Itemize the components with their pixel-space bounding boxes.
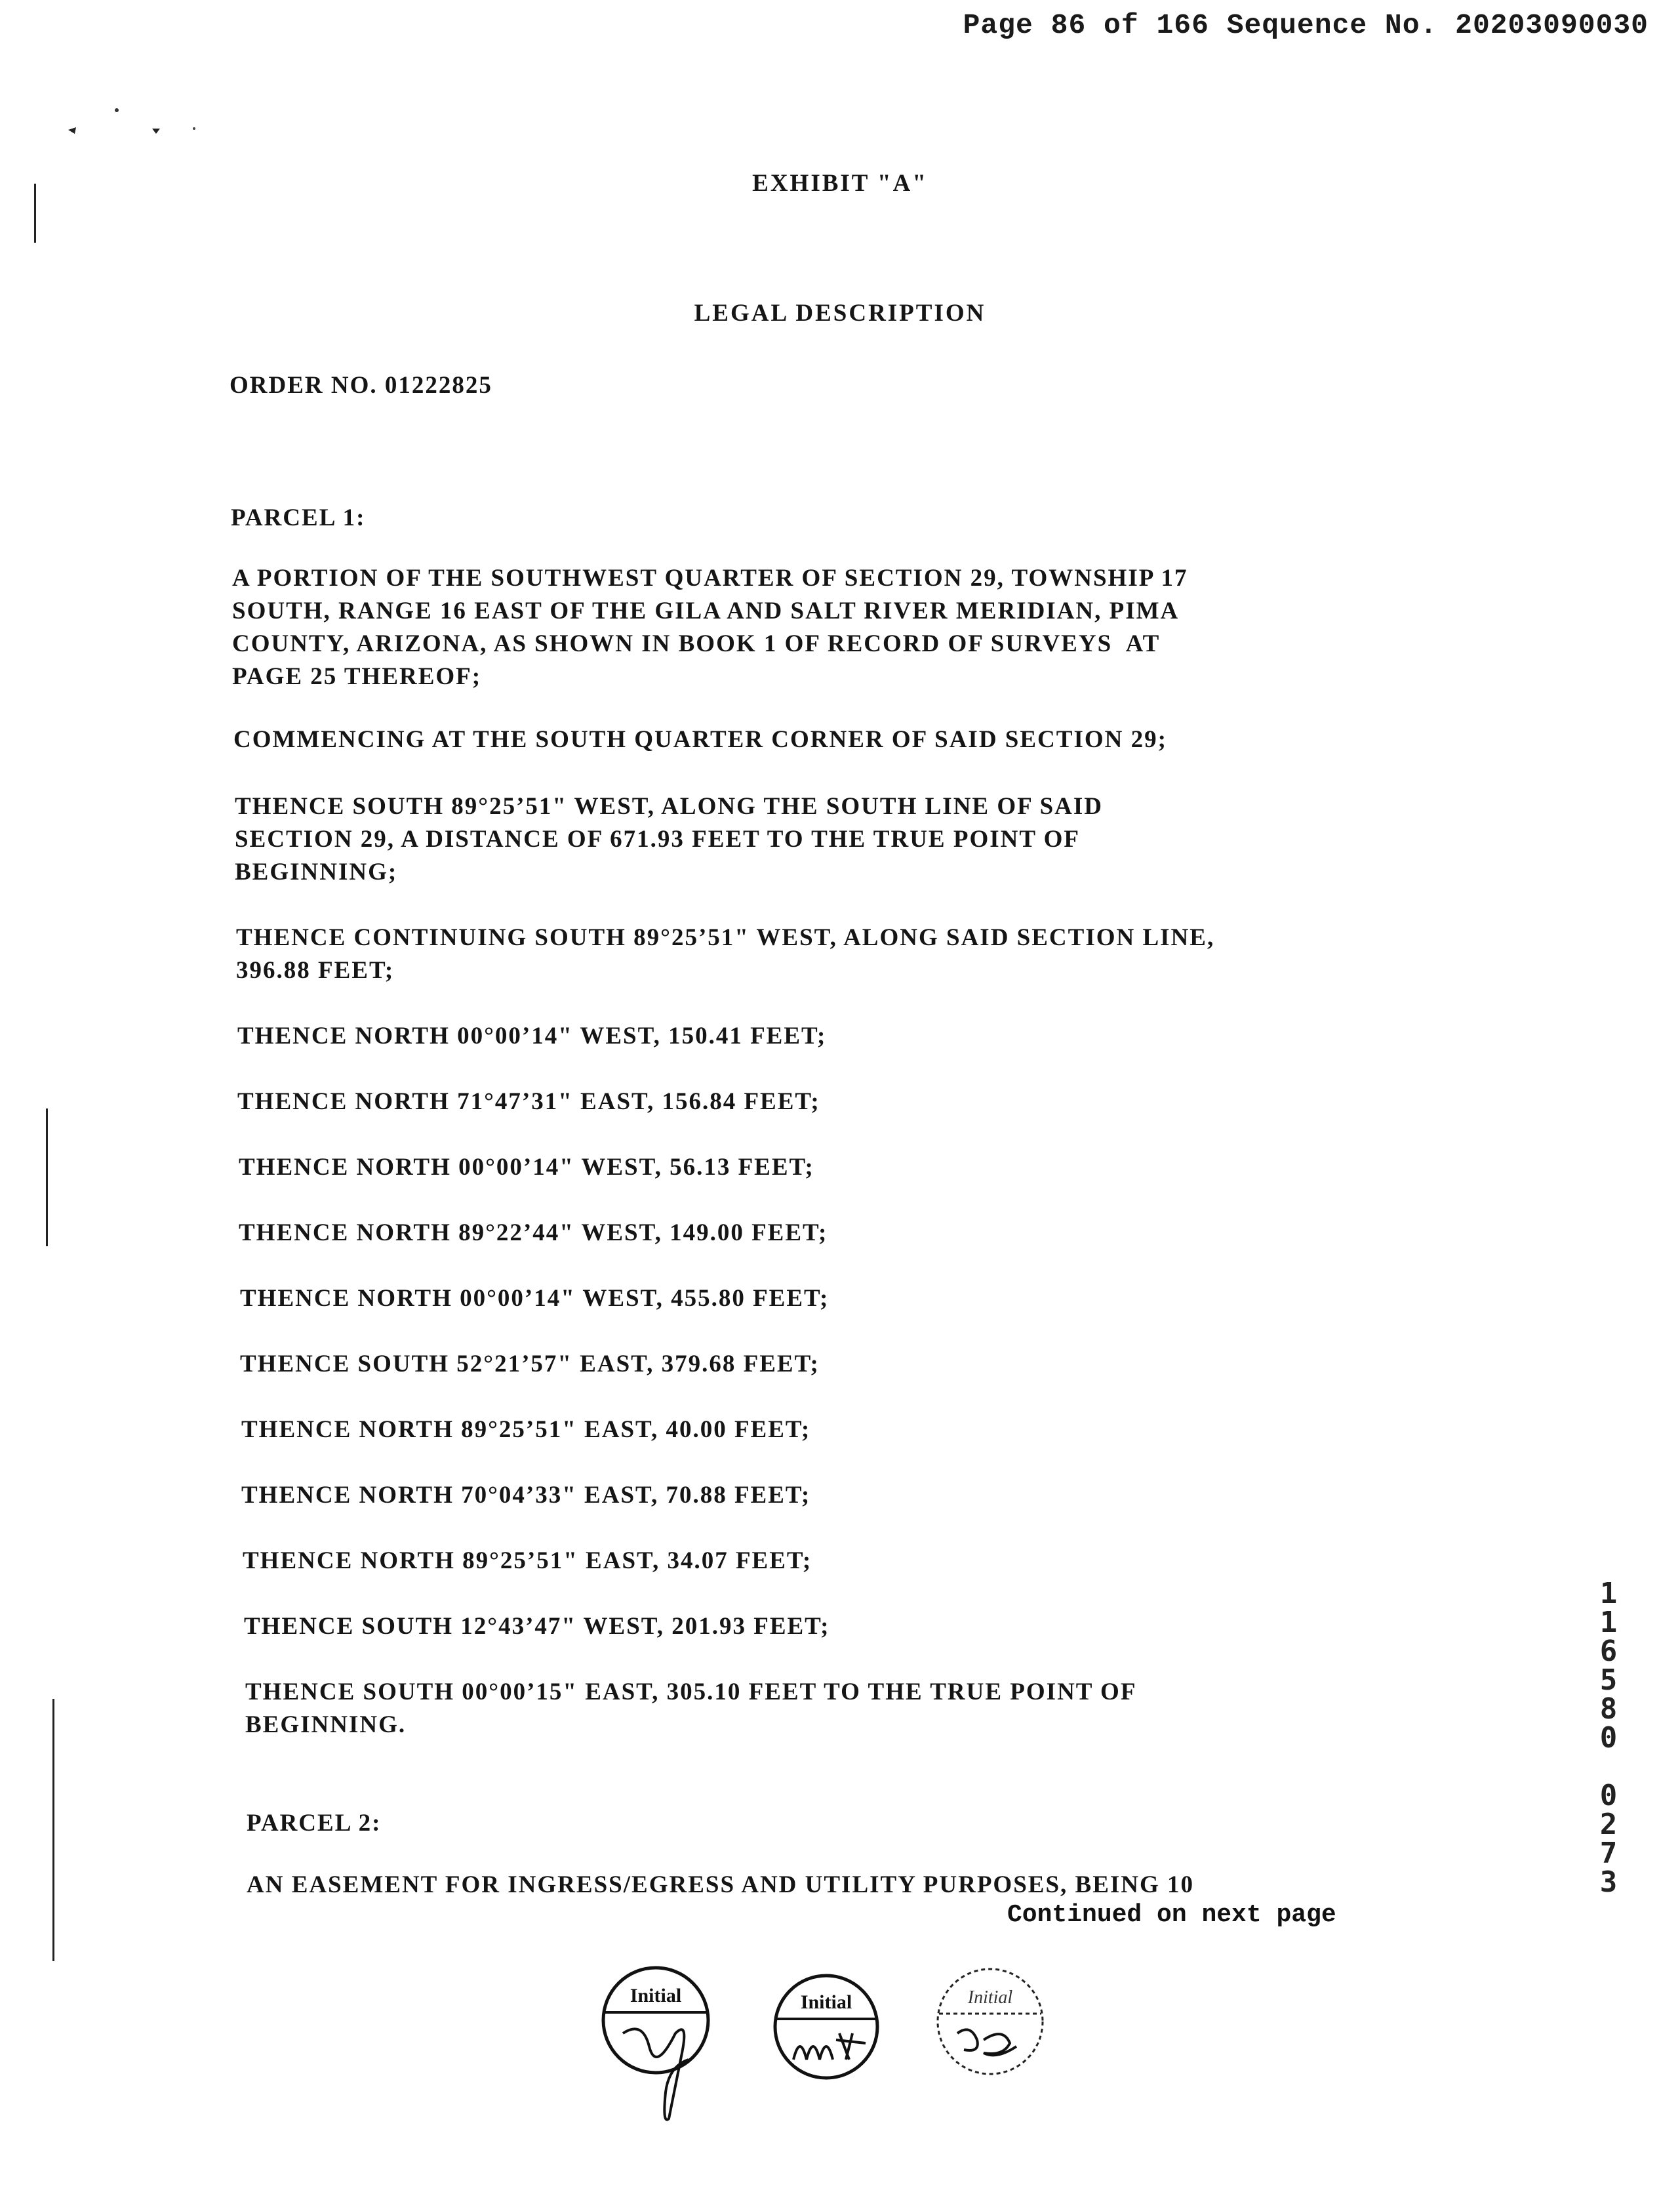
initial-stamp	[603, 1968, 708, 2120]
parcel-2-text: AN EASEMENT FOR INGRESS/EGRESS AND UTILITY PURPOSES, BEING 10	[247, 1871, 1195, 1898]
bearing-call: THENCE NORTH 00°00’14" WEST, 56.13 FEET;	[239, 1154, 814, 1181]
text-line: A PORTION OF THE SOUTHWEST QUARTER OF SECTION 29, TOWNSHIP 17	[232, 565, 1188, 592]
bearing-call: THENCE SOUTH 12°43’47" WEST, 201.93 FEET;	[244, 1613, 830, 1640]
bearing-call: THENCE NORTH 70°04’33" EAST, 70.88 FEET;	[241, 1482, 811, 1509]
text-line: 396.88 FEET;	[236, 957, 395, 984]
scan-specks	[66, 105, 223, 144]
stamp-gap	[1586, 1753, 1631, 1781]
margin-mark	[46, 1108, 48, 1246]
text-line: COUNTY, ARIZONA, AS SHOWN IN BOOK 1 OF RECORD OF SURVEYS AT	[232, 630, 1161, 657]
page-sequence-header: Page 86 of 166 Sequence No. 20203090030	[963, 9, 1649, 41]
stamp-digit: 2	[1599, 1808, 1618, 1841]
parcel-2-heading: PARCEL 2:	[247, 1810, 382, 1837]
text-line: PAGE 25 THEREOF;	[232, 663, 482, 690]
commencing-line: COMMENCING AT THE SOUTH QUARTER CORNER OF SAID SECTION 29;	[233, 726, 1167, 753]
initial-stamp	[775, 1976, 877, 2078]
bearing-call: THENCE NORTH 00°00’14" WEST, 455.80 FEET;	[240, 1285, 830, 1312]
continued-note: Continued on next page	[1007, 1901, 1336, 1929]
bearing-call: THENCE NORTH 89°22’44" WEST, 149.00 FEET;	[239, 1219, 828, 1246]
vertical-stamp-number	[1586, 1579, 1631, 1897]
initial-stamps	[590, 1961, 1062, 2132]
stamp-digit: 0	[1599, 1721, 1618, 1755]
text-line: BEGINNING.	[245, 1711, 407, 1738]
margin-mark	[52, 1699, 54, 1961]
stamp-digit: 7	[1599, 1837, 1618, 1870]
initial-stamp	[938, 1969, 1043, 2074]
stamp-digit: 0	[1599, 1779, 1618, 1812]
stamp-digit: 1	[1599, 1577, 1618, 1610]
section-title: LEGAL DESCRIPTION	[694, 300, 986, 327]
stamp-digit: 3	[1599, 1865, 1618, 1899]
stamp-digit: 5	[1599, 1663, 1618, 1697]
bearing-call: THENCE SOUTH 52°21’57" EAST, 379.68 FEET;	[240, 1351, 820, 1377]
text-line: SECTION 29, A DISTANCE OF 671.93 FEET TO THE TRUE POINT OF	[235, 826, 1080, 853]
text-line: THENCE CONTINUING SOUTH 89°25’51" WEST, ALONG SAID SECTION LINE,	[236, 924, 1215, 951]
bearing-call: THENCE NORTH 89°25’51" EAST, 40.00 FEET;	[241, 1416, 811, 1443]
initial-label: Initial	[630, 1985, 682, 2006]
initial-label: Initial	[800, 1991, 852, 2013]
stamp-digit: 1	[1599, 1606, 1618, 1639]
order-number: ORDER NO. 01222825	[230, 372, 492, 399]
bearing-call: THENCE NORTH 00°00’14" WEST, 150.41 FEET;	[237, 1023, 827, 1049]
text-line: SOUTH, RANGE 16 EAST OF THE GILA AND SALT RIVER MERIDIAN, PIMA	[232, 598, 1180, 624]
bearing-call: THENCE NORTH 89°25’51" EAST, 34.07 FEET;	[243, 1547, 812, 1574]
parcel-1-heading: PARCEL 1:	[231, 504, 366, 531]
text-line: THENCE SOUTH 00°00’15" EAST, 305.10 FEET TO THE TRUE POINT OF	[245, 1678, 1137, 1705]
bearing-call: THENCE NORTH 71°47’31" EAST, 156.84 FEET;	[237, 1088, 820, 1115]
text-line: BEGINNING;	[235, 859, 398, 885]
text-line: THENCE SOUTH 89°25’51" WEST, ALONG THE SOUTH LINE OF SAID	[235, 793, 1104, 820]
stamp-digit: 6	[1599, 1635, 1618, 1668]
initial-label: Initial	[967, 1987, 1013, 2008]
stamp-digit: 8	[1599, 1692, 1618, 1726]
exhibit-title: EXHIBIT "A"	[752, 170, 928, 197]
